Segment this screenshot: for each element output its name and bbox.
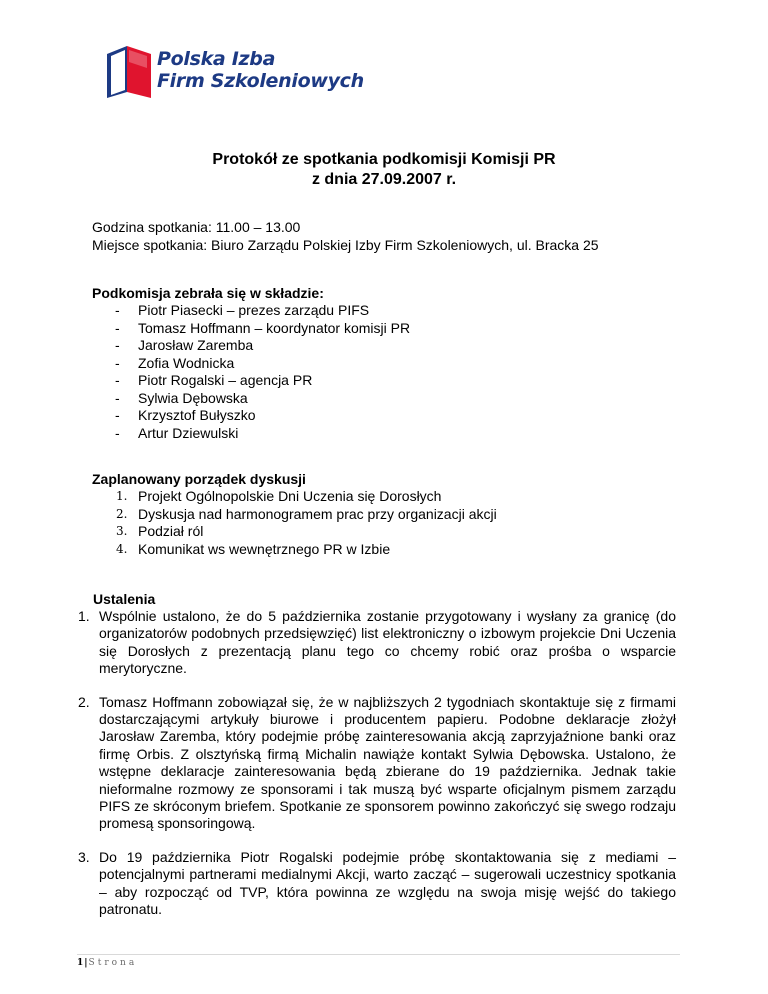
member-name: Piotr Piasecki – prezes zarządu PIFS [138,302,370,318]
member-name: Zofia Wodnicka [138,354,235,371]
dash-bullet: - [115,372,120,388]
agenda-text: Projekt Ogólnopolskie Dni Uczenia się Dorosłych [138,488,442,504]
list-item [92,425,410,443]
item-number: 4. [116,541,128,556]
item-number: 1. [116,489,128,503]
item-number: 3. [116,524,128,538]
findings-list [79,608,676,919]
agenda-text: Dyskusja nad harmonogramem prac przy organizacji akcji [138,505,497,522]
list-item [79,849,676,919]
item-number: 2. [78,693,90,710]
finding-text: Tomasz Hoffmann zobowiązał się, że w najbliższych 2 tygodniach skontaktuje się z firmami dostarczającymi artykuły biurowe i producentem papieru. Podobne deklaracje złożył Jarosław Zaremba, który podejmie próbę zainteresowania akcją zaprzyjaźnione banki oraz firmę Orbis. Z olsztyńską firmą Michalin nawiąże kontakt Sylwia Dębowska. Ustalono, że wstępne deklaracje zainteresowania będą zbierane do 19 października. Jednak takie nieformalne rozmowy ze sponsorami i tak muszą być wsparte oficjalnym pismem zarządu PIFS ze skróconym briefem. Spotkanie ze sponsorem powinno zakończyć się swego rodzaju promesą sponsoringową. [99,693,676,832]
members-section [92,284,410,442]
document-title [0,150,768,190]
findings-heading: Ustalenia [93,591,156,607]
item-number: 2. [116,506,128,521]
agenda-section [92,470,497,558]
member-name: Krzysztof Bułyszko [138,407,256,423]
list-item [79,694,676,833]
list-item [92,355,410,373]
list-item [92,523,497,541]
agenda-text: Podział ról [138,523,204,539]
meeting-time: Godzina spotkania: 11.00 – 13.00 [92,219,301,235]
dash-bullet: - [115,389,120,406]
list-item [92,320,410,338]
list-item [92,506,497,524]
logo-text [157,48,364,92]
dash-bullet: - [115,337,120,353]
pifs-logo [105,44,365,100]
list-item [92,390,410,408]
members-list [92,302,410,442]
dash-bullet: - [115,319,120,336]
title-line-1: Protokół ze spotkania podkomisji Komisji PR [212,151,556,168]
page-number: 1 [77,958,85,968]
list-item [92,302,410,320]
meeting-place: Miejsce spotkania: Biuro Zarządu Polskiej Izby Firm Szkoleniowych, ul. Bracka 25 [92,237,599,253]
list-item [92,337,410,355]
finding-text: Do 19 października Piotr Rogalski podejmie próbę skontaktowania się z mediami – potencjalnymi partnerami medialnymi Akcji, warto zacząć – sugerowali uczestnicy spotkania – aby rozpocząć od TVP, która powinna ze względu na swoja misję wejść do takiego patronatu. [99,848,676,918]
footer-separator: | [84,958,89,968]
list-item [92,372,410,390]
book-logo-icon [105,44,155,100]
member-name: Tomasz Hoffmann – koordynator komisji PR [138,319,411,336]
list-item [92,488,497,506]
item-number: 3. [78,848,90,865]
dash-bullet: - [115,354,120,371]
page-label: Strona [88,958,138,968]
findings-section [79,590,676,935]
members-heading: Podkomisja zebrała się w składzie: [92,285,324,301]
item-number: 1. [78,608,90,624]
member-name: Sylwia Dębowska [138,389,248,406]
agenda-text: Komunikat ws wewnętrznego PR w Izbie [138,540,391,557]
agenda-heading: Zaplanowany porządek dyskusji [92,471,306,487]
logo-line-1: Polska Izba [157,48,276,70]
list-item [92,407,410,425]
member-name: Jarosław Zaremba [138,337,254,353]
agenda-list [92,488,497,558]
list-item [92,541,497,559]
member-name: Artur Dziewulski [138,424,239,441]
logo-line-2: Firm Szkoleniowych [157,70,364,92]
dash-bullet: - [115,424,120,441]
dash-bullet: - [115,302,120,318]
list-item [79,608,676,678]
finding-text: Wspólnie ustalono, że do 5 października zostanie przygotowany i wysłany za granicę (do organizatorów podobnych przedsięwzięć) list elektroniczny o izbowym projekcie Dni Uczenia się Dorosłych z prezentacją planu tego co chcemy robić oraz prośba o wsparcie merytoryczne. [99,608,676,677]
page-footer [77,958,137,968]
member-name: Piotr Rogalski – agencja PR [138,372,313,388]
title-line-2: z dnia 27.09.2007 r. [311,171,457,188]
dash-bullet: - [115,407,120,423]
meeting-meta [92,218,599,254]
footer-divider [77,954,680,955]
